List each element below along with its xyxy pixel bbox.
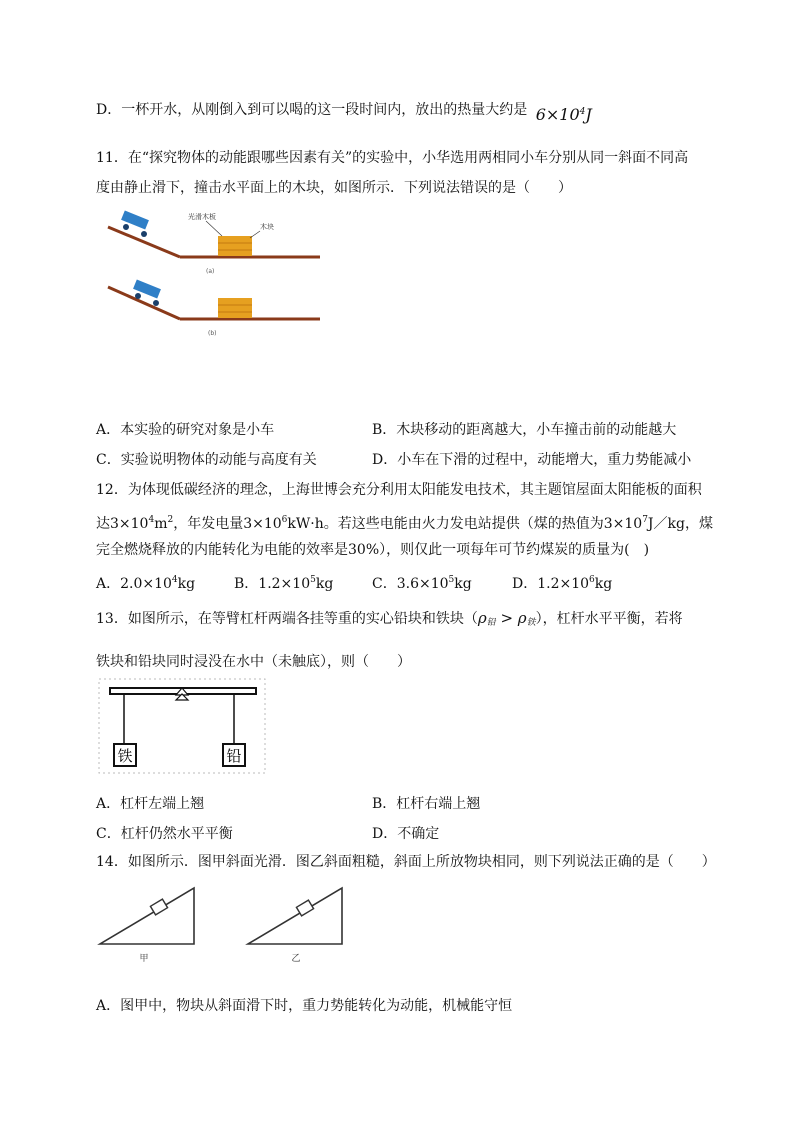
q12-option-c: C．$3.6\times 10^5kg$ (372, 575, 472, 592)
q12-option-b: B．$1.2\times 10^5kg$ (234, 575, 334, 592)
q11-figure-a (108, 210, 320, 275)
q12-option-d: D．$1.2\times 10^6kg$ (512, 575, 613, 592)
q11-figure (100, 205, 330, 355)
q13-option-c: C．杠杆仍然水平平衡 (96, 826, 233, 842)
wood-block (218, 298, 252, 318)
q11-option-b: B．木块移动的距离越大，小车撞击前的动能越大 (372, 422, 677, 438)
q12-stem-line1: 12．为体现低碳经济的理念，上海世博会充分利用太阳能发电技术，其主题馆屋面太阳能板的面积 (96, 482, 702, 498)
q10-option-d (96, 96, 592, 124)
q11-option-c: C．实验说明物体的动能与高度有关 (96, 452, 317, 468)
q13-option-d: D．不确定 (372, 826, 440, 842)
q11-stem-line1: 11．在“探究物体的动能跟哪些因素有关”的实验中，小华选用两相同小车分别从同一斜面不同高 (96, 150, 689, 166)
q13-stem-line2: 铁块和铅块同时浸没在水中（未触底），则（ ） (96, 654, 411, 670)
q14-incline-figure-yi (244, 884, 354, 964)
q11-stem-line2: 度由静止滑下，撞击水平面上的木块，如图所示．下列说法错误的是（ ） (96, 180, 572, 196)
q14-incline-figure-jia (96, 884, 206, 964)
q11-label-b: (b) (208, 330, 217, 337)
q12-option-a: A．$2.0\times 10^4kg$ (96, 575, 196, 592)
q11-tag-block: 木块 (260, 223, 274, 231)
q13-stem-line1: 13．如图所示，在等臂杠杆两端各挂等重的实心铅块和铁块$(\rho_铅 > \rho_铁)$，杠杆水平平衡，若将 (96, 609, 683, 628)
q13-density-relation: $\rho_铅 > \rho_铁$ (477, 609, 536, 628)
q12-stem-line3: 完全燃烧释放的内能转化为电能的效率是30%），则仅此一项每年可节约煤炭的质量为( ) (96, 542, 650, 558)
q14-option-a: A．图甲中，物块从斜面滑下时，重力势能转化为动能，机械能守恒 (96, 998, 513, 1014)
q11-figure-b (108, 279, 320, 337)
q13-lever-figure (98, 678, 266, 774)
q14-stem: 14．如图所示．图甲斜面光滑．图乙斜面粗糙，斜面上所放物块相同，则下列说法正确的是（ ） (96, 854, 716, 870)
q13-option-b: B．杠杆右端上翘 (372, 796, 481, 812)
q14-label-jia: 甲 (139, 954, 149, 964)
q11-label-a: (a) (206, 268, 215, 275)
q10-option-d-text: D．一杯开水，从刚倒入到可以喝的这一段时间内，放出的热量大约是 (96, 102, 528, 118)
q11-option-d: D．小车在下滑的过程中，动能增大，重力势能减小 (372, 452, 692, 468)
wood-block (218, 236, 252, 256)
q14-label-yi: 乙 (291, 954, 301, 964)
lead-label: 铅 (226, 747, 242, 765)
q12-stem-line2: 达$3\times 10^4m^2$，年发电量$3\times 10^6kW\cdot h$。若这些电能由火力发电站提供（煤的热值为$3\times 10^7J/kg$，煤 (96, 515, 713, 532)
q10-option-d-value: $6\times 10^4J$ (535, 105, 592, 124)
q13-option-a: A．杠杆左端上翘 (96, 796, 205, 812)
q11-tag-board: 光滑木板 (188, 213, 216, 221)
q11-option-a: A．本实验的研究对象是小车 (96, 422, 275, 438)
iron-label: 铁 (117, 747, 133, 765)
